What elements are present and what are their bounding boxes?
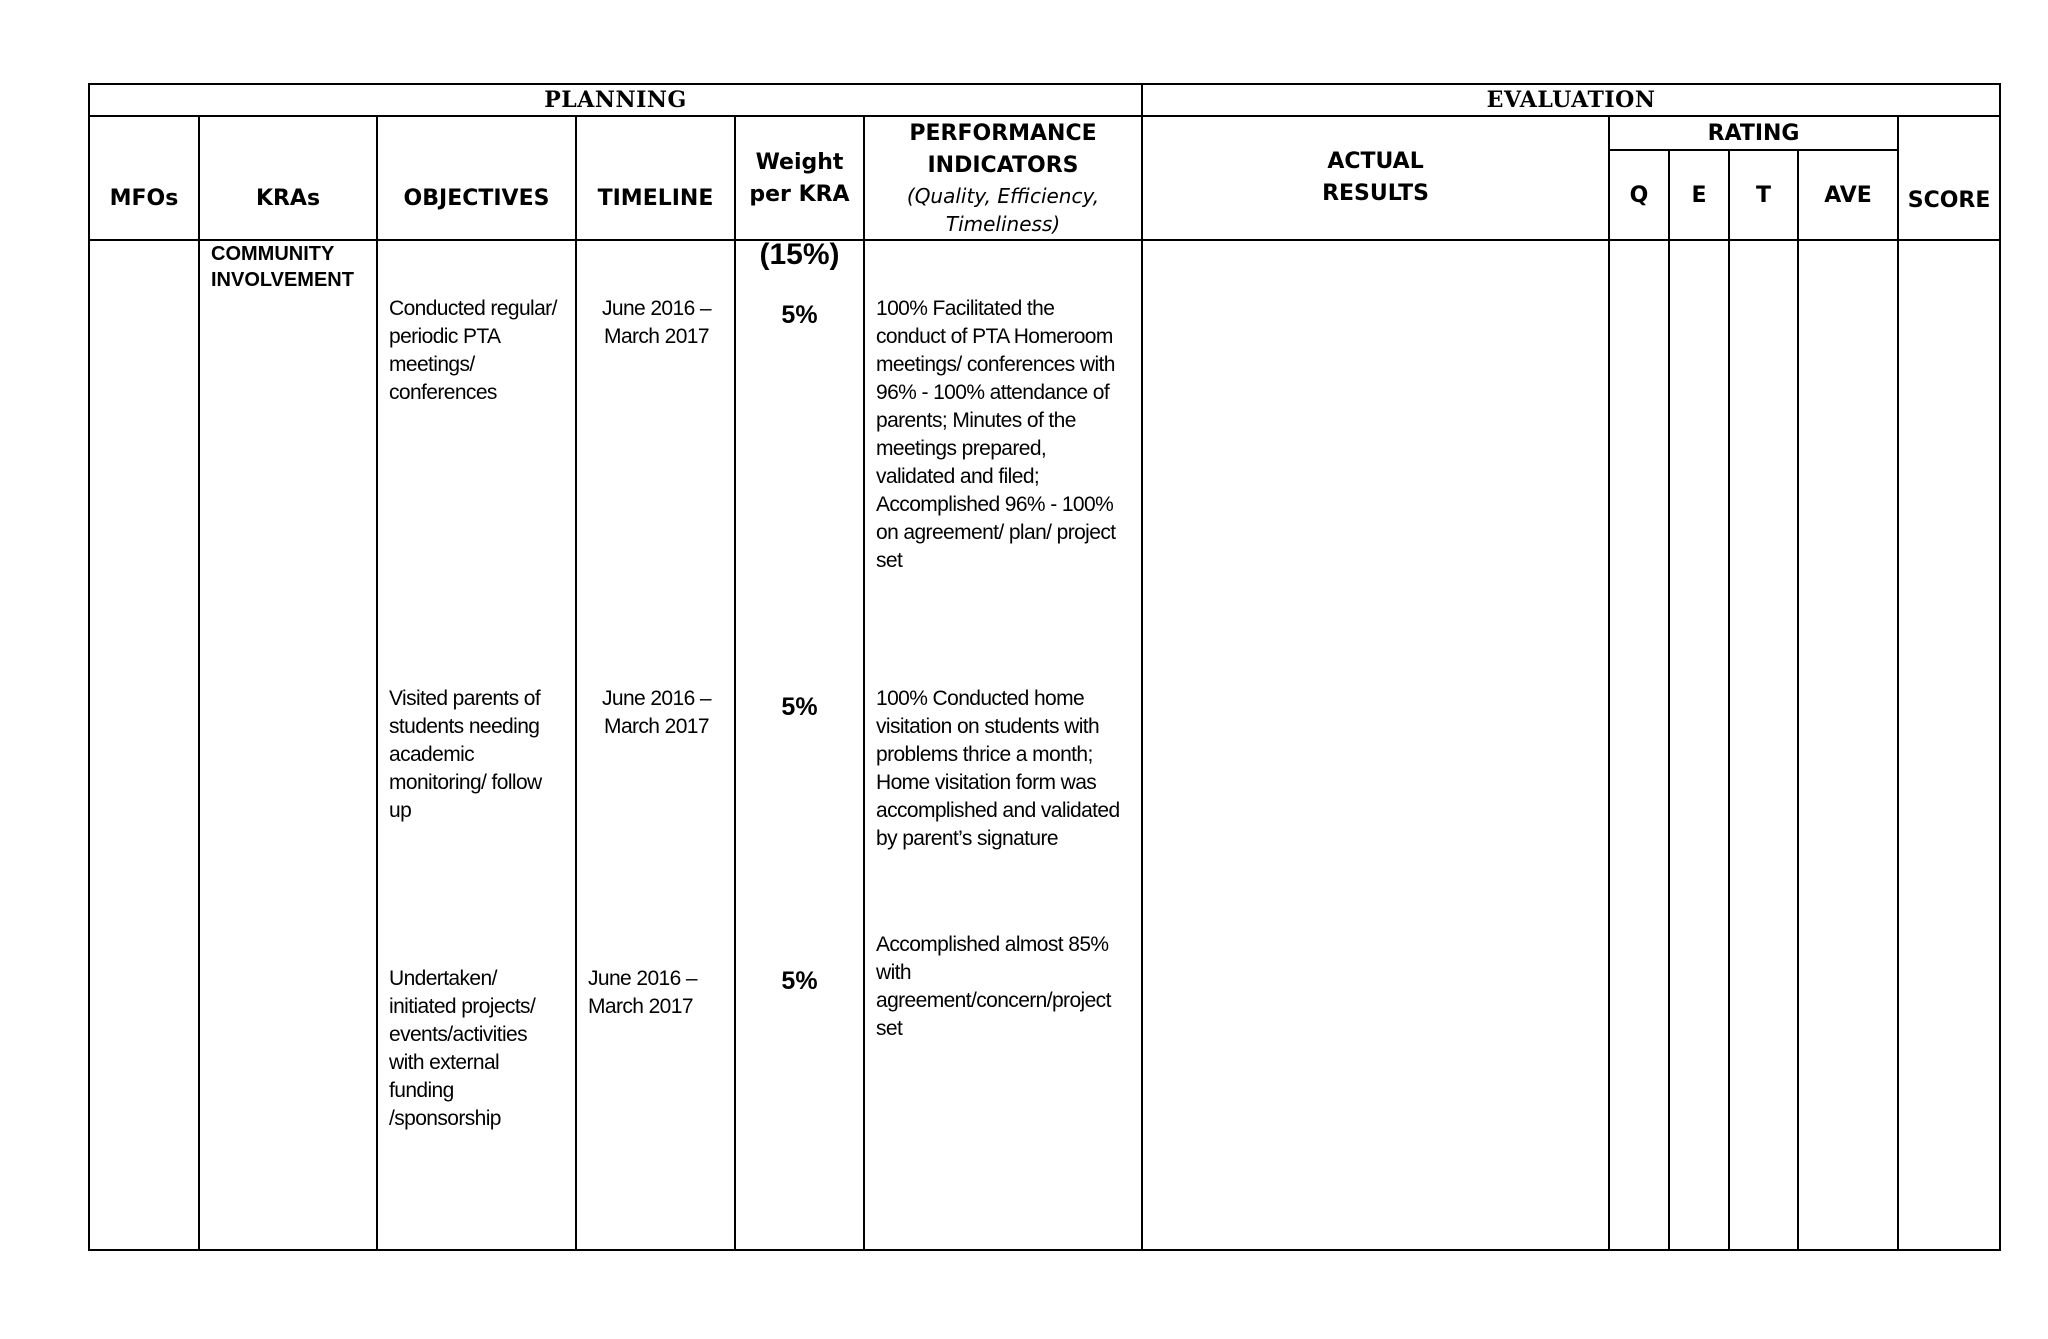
weight-header-line1: Weight	[755, 150, 844, 175]
objective-3-line: funding	[389, 1079, 454, 1102]
pi-header-line1: PERFORMANCE	[909, 121, 1097, 146]
actual-header-line2: RESULTS	[1322, 181, 1429, 206]
weight-3: 5%	[781, 967, 818, 995]
objective-3-line: with external	[389, 1051, 500, 1074]
objective-3-line: events/activities	[389, 1023, 528, 1046]
timeline-3-line: March 2017	[588, 995, 693, 1018]
objective-3-line: initiated projects/	[389, 995, 536, 1018]
actual-results-header	[1142, 116, 1609, 240]
mfos-cell	[89, 240, 199, 1250]
actual-results-cell[interactable]	[1142, 240, 1609, 1250]
evaluation-form-sheet	[88, 83, 1999, 1251]
indicator-2-line: problems thrice a month;	[876, 743, 1093, 766]
objective-1	[389, 295, 557, 407]
indicator-2-line: visitation on students with	[876, 715, 1100, 738]
rating-q-header: Q	[1609, 150, 1669, 240]
indicator-3-line: set	[876, 1017, 903, 1040]
rating-ave-header: AVE	[1798, 150, 1898, 240]
actual-header-line1: ACTUAL	[1327, 149, 1424, 174]
rating-t-cell[interactable]	[1729, 240, 1798, 1250]
rating-ave-cell[interactable]	[1798, 240, 1898, 1250]
indicator-1-line: set	[876, 549, 903, 572]
indicator-2-line: by parent’s signature	[876, 827, 1058, 850]
kra-title	[211, 241, 354, 293]
indicator-2-line: accomplished and validated	[876, 799, 1120, 822]
indicator-3-line: with	[876, 961, 911, 984]
objective-1-line: conferences	[389, 381, 497, 404]
timeline-1-line: June 2016 –	[601, 297, 711, 320]
indicator-1-line: on agreement/ plan/ project	[876, 521, 1116, 544]
weight-cell	[735, 240, 864, 1250]
score-header: SCORE	[1898, 116, 2000, 240]
kra-title-line2: INVOLVEMENT	[211, 269, 354, 291]
rating-e-cell[interactable]	[1669, 240, 1729, 1250]
indicator-2-line: 100% Conducted home	[876, 687, 1085, 710]
indicator-3-line: Accomplished almost 85%	[876, 933, 1109, 956]
objective-2	[389, 685, 542, 825]
objective-2-line: students needing	[389, 715, 540, 738]
kras-header: KRAs	[199, 116, 377, 240]
objectives-cell	[377, 240, 576, 1250]
timeline-3-line: June 2016 –	[588, 967, 698, 990]
indicator-1-line: 100% Facilitated the	[876, 297, 1055, 320]
indicator-1-line: 96% - 100% attendance of	[876, 381, 1110, 404]
indicator-1-line: Accomplished 96% - 100%	[876, 493, 1114, 516]
rating-e-header: E	[1669, 150, 1729, 240]
indicator-1-line: validated and filed;	[876, 465, 1040, 488]
timeline-cell	[576, 240, 735, 1250]
kra-cell	[199, 240, 377, 1250]
indicator-3-line: agreement/concern/project	[876, 989, 1111, 1012]
mfos-header: MFOs	[89, 116, 199, 240]
indicator-1	[876, 295, 1115, 575]
objective-2-line: up	[389, 799, 412, 822]
indicator-1-line: meetings prepared,	[876, 437, 1047, 460]
timeline-2-line: March 2017	[604, 715, 709, 738]
indicator-1-line: parents; Minutes of the	[876, 409, 1076, 432]
indicator-1-line: conduct of PTA Homeroom	[876, 325, 1113, 348]
weight-2: 5%	[781, 693, 818, 721]
weight-header	[735, 116, 864, 240]
objective-1-line: Conducted regular/	[389, 297, 557, 320]
planning-header: PLANNING	[89, 84, 1142, 116]
objective-2-line: academic	[389, 743, 475, 766]
objective-3	[389, 965, 535, 1133]
objective-3-line: /sponsorship	[389, 1107, 501, 1130]
objective-3-line: Undertaken/	[389, 967, 497, 990]
objectives-header: OBJECTIVES	[377, 116, 576, 240]
kra-title-line1: COMMUNITY	[211, 243, 335, 265]
timeline-2	[577, 685, 736, 741]
evaluation-header: EVALUATION	[1142, 84, 2000, 116]
rating-header: RATING	[1609, 116, 1898, 150]
indicator-2	[876, 685, 1120, 853]
timeline-3	[588, 965, 697, 1021]
performance-indicators-header	[864, 116, 1142, 240]
indicator-1-line: meetings/ conferences with	[876, 353, 1115, 376]
planning-evaluation-table	[88, 83, 2001, 1251]
indicator-3	[876, 931, 1111, 1043]
performance-indicators-cell	[864, 240, 1142, 1250]
objective-1-line: periodic PTA	[389, 325, 501, 348]
objective-1-line: meetings/	[389, 353, 475, 376]
rating-t-header: T	[1729, 150, 1798, 240]
kra-total-weight: (15%)	[759, 238, 840, 271]
rating-q-cell[interactable]	[1609, 240, 1669, 1250]
timeline-1	[577, 295, 736, 351]
timeline-2-line: June 2016 –	[601, 687, 711, 710]
indicator-2-line: Home visitation form was	[876, 771, 1097, 794]
pi-header-line2: INDICATORS	[927, 153, 1079, 178]
pi-header-sub-line1: (Quality, Efficiency,	[906, 184, 1100, 208]
weight-1: 5%	[781, 301, 818, 329]
objective-2-line: Visited parents of	[389, 687, 541, 710]
objective-2-line: monitoring/ follow	[389, 771, 542, 794]
score-cell[interactable]	[1898, 240, 2000, 1250]
timeline-1-line: March 2017	[604, 325, 709, 348]
weight-header-line2: per KRA	[749, 182, 850, 207]
pi-header-sub-line2: Timeliness)	[945, 212, 1061, 236]
timeline-header: TIMELINE	[576, 116, 735, 240]
